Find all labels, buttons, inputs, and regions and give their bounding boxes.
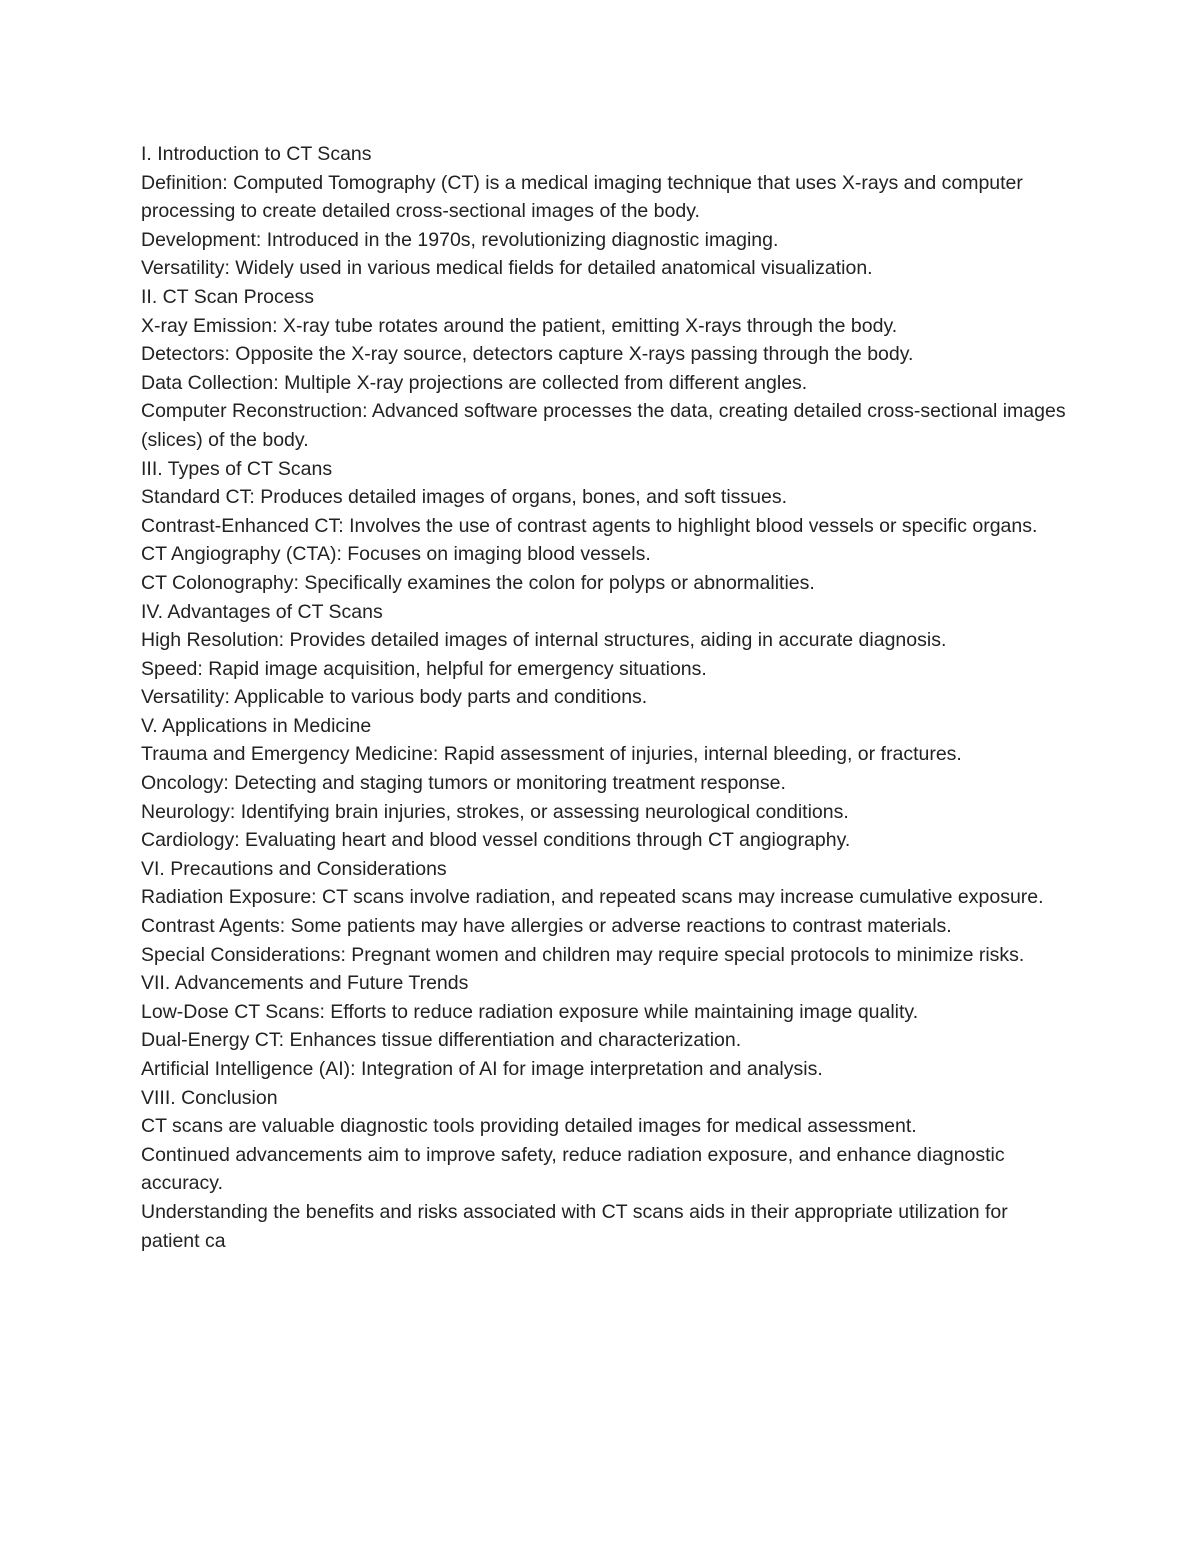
section-heading-introduction: I. Introduction to CT Scans bbox=[141, 143, 372, 165]
paragraph-oncology: Oncology: Detecting and staging tumors or monitoring treatment response. bbox=[141, 772, 786, 795]
paragraph-dual-energy-ct: Dual-Energy CT: Enhances tissue differentiation and characterization. bbox=[141, 1029, 742, 1052]
paragraph-ct-colonography: CT Colonography: Specifically examines the colon for polyps or abnormalities. bbox=[141, 571, 815, 594]
section-heading-precautions: VI. Precautions and Considerations bbox=[141, 857, 447, 880]
paragraph-high-resolution: High Resolution: Provides detailed images of internal structures, aiding in accurate diagnosis. bbox=[141, 629, 947, 652]
paragraph-neurology: Neurology: Identifying brain injuries, strokes, or assessing neurological conditions. bbox=[141, 800, 849, 823]
paragraph-versatility: Versatility: Widely used in various medical fields for detailed anatomical visualization. bbox=[141, 257, 873, 280]
section-heading-advantages: IV. Advantages of CT Scans bbox=[141, 600, 383, 623]
paragraph-ct-angiography: CT Angiography (CTA): Focuses on imaging blood vessels. bbox=[141, 543, 651, 566]
section-heading-advancements: VII. Advancements and Future Trends bbox=[141, 972, 469, 995]
paragraph-development: Development: Introduced in the 1970s, revolutionizing diagnostic imaging. bbox=[141, 228, 779, 251]
paragraph-artificial-intelligence: Artificial Intelligence (AI): Integration of AI for image interpretation and analysis. bbox=[141, 1058, 823, 1080]
paragraph-radiation-exposure: Radiation Exposure: CT scans involve radiation, and repeated scans may increase cumulative exposure. bbox=[141, 886, 1044, 909]
paragraph-versatility-applicable: Versatility: Applicable to various body parts and conditions. bbox=[141, 686, 648, 709]
paragraph-speed: Speed: Rapid image acquisition, helpful for emergency situations. bbox=[141, 657, 707, 680]
document-body bbox=[141, 140, 1071, 1255]
paragraph-conclusion-advancements: Continued advancements aim to improve safety, reduce radiation exposure, and enhance diagnostic accuracy. bbox=[141, 1143, 1005, 1195]
section-heading-types: III. Types of CT Scans bbox=[141, 457, 333, 480]
paragraph-special-considerations: Special Considerations: Pregnant women and children may require special protocols to minimize risks. bbox=[141, 943, 1025, 966]
section-heading-conclusion: VIII. Conclusion bbox=[141, 1086, 278, 1109]
paragraph-conclusion-understanding: Understanding the benefits and risks associated with CT scans aids in their appropriate utilization for patient ca bbox=[141, 1200, 1008, 1252]
paragraph-xray-emission: X-ray Emission: X-ray tube rotates around the patient, emitting X-rays through the body. bbox=[141, 314, 898, 337]
paragraph-detectors: Detectors: Opposite the X-ray source, detectors capture X-rays passing through the body. bbox=[141, 343, 914, 366]
paragraph-cardiology: Cardiology: Evaluating heart and blood vessel conditions through CT angiography. bbox=[141, 829, 851, 852]
paragraph-trauma: Trauma and Emergency Medicine: Rapid assessment of injuries, internal bleeding, or fractures. bbox=[141, 743, 962, 766]
paragraph-low-dose-ct: Low-Dose CT Scans: Efforts to reduce radiation exposure while maintaining image quality. bbox=[141, 1000, 919, 1023]
paragraph-computer-reconstruction: Computer Reconstruction: Advanced software processes the data, creating detailed cross-sectional images (slices) of the body. bbox=[141, 400, 1066, 451]
paragraph-definition: Definition: Computed Tomography (CT) is a medical imaging technique that uses X-rays and computer processing to create detailed cross-sectional images of the body. bbox=[141, 171, 1023, 223]
paragraph-standard-ct: Standard CT: Produces detailed images of organs, bones, and soft tissues. bbox=[141, 486, 788, 509]
paragraph-data-collection: Data Collection: Multiple X-ray projections are collected from different angles. bbox=[141, 371, 808, 394]
paragraph-contrast-enhanced-ct: Contrast-Enhanced CT: Involves the use of contrast agents to highlight blood vessels or specific organs. bbox=[141, 514, 1038, 537]
paragraph-contrast-agents: Contrast Agents: Some patients may have allergies or adverse reactions to contrast materials. bbox=[141, 915, 952, 938]
paragraph-conclusion-tools: CT scans are valuable diagnostic tools providing detailed images for medical assessment. bbox=[141, 1115, 917, 1138]
section-heading-applications: V. Applications in Medicine bbox=[141, 714, 372, 737]
section-heading-process: II. CT Scan Process bbox=[141, 285, 315, 308]
